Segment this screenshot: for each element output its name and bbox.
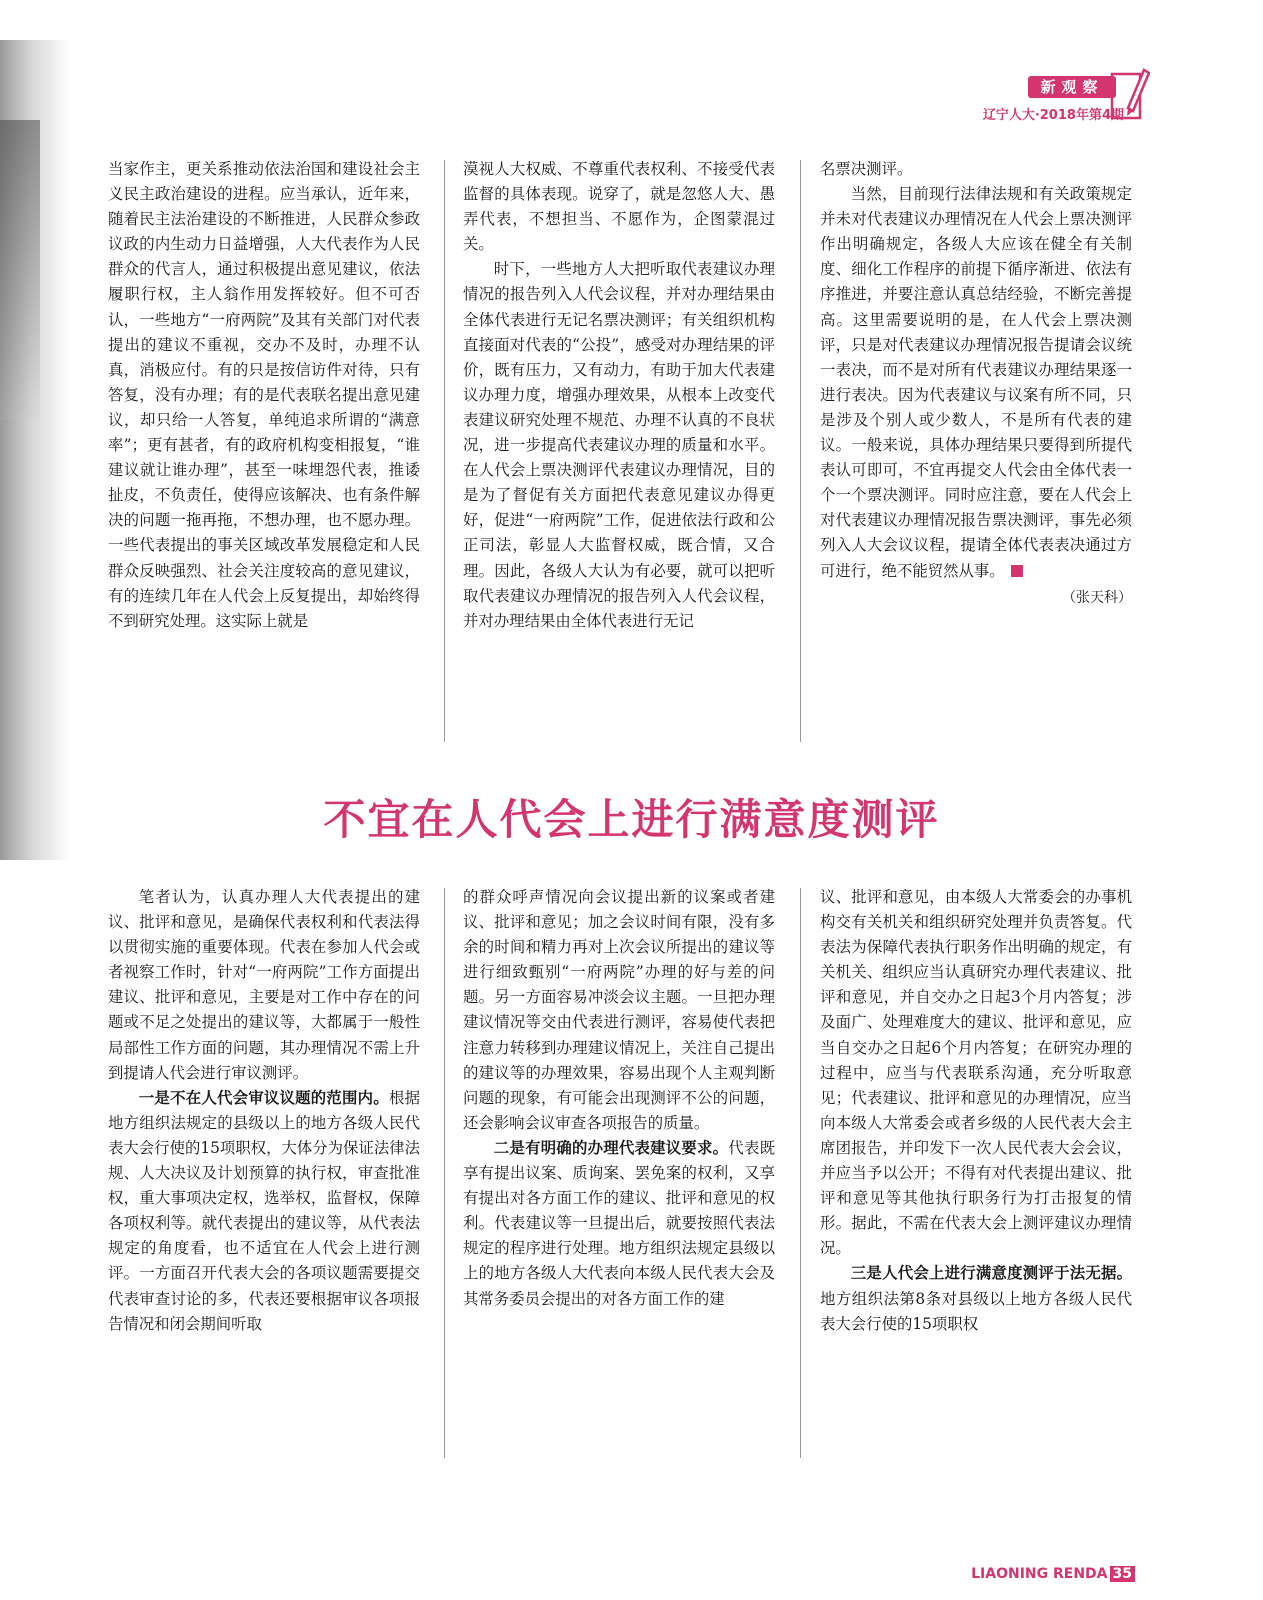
article-title: 不宜在人代会上进行满意度测评	[323, 795, 940, 844]
end-mark	[1011, 565, 1023, 577]
paragraph: 的群众呼声情况向会议提出新的议案或者建议、批评和意见；加之会议时间有限，没有多余的时间和精力再对上次会议所提出的建议等进行细致甄别“一府两院”办理的好与差的问题。另一方面容易冲淡会议主题。一旦把办理建议情况等交由代表进行测评，容易使代表把注意力转移到办理建议情况上，关注自己提出的建议等的办理效果，容易出现个人主观判断问题的现象，有可能会出现测评不公的问题，还会影响会议审查各项报告的质量。	[463, 888, 775, 1132]
section-tag: 新观察	[1028, 76, 1116, 98]
paragraph	[820, 182, 1132, 584]
author-byline: （张天科）	[1062, 589, 1132, 606]
edge-photo-shadow	[0, 120, 40, 420]
issue-line: 辽宁人大·2018年第4期	[982, 108, 1124, 123]
paragraph	[108, 1086, 420, 1337]
top-column-1	[108, 157, 420, 634]
paragraph-text: 代表既享有提出议案、质询案、罢免案的权利，又享有提出对各方面工作的建议、批评和意见的权利。代表建议等一旦提出后，就要按照代表法规定的程序进行处理。地方组织法规定县级以上的地方各级人大代表向本级人民代表大会及其常务委员会提出的对各方面工作的建	[463, 1138, 775, 1308]
paragraph: 笔者认为，认真办理人大代表提出的建议、批评和意见，是确保代表权利和代表法得以贯彻实施的重要体现。代表在参加人代会或者视察工作时，针对“一府两院”工作方面提出建议、批评和意见，主要是对工作中存在的问题或不足之处提出的建议等，大都属于一般性局部性工作方面的问题，其办理情况不需上升到提请人代会进行审议测评。	[108, 888, 420, 1082]
point-heading: 二是有明确的办理代表建议要求。	[493, 1138, 729, 1157]
point-heading: 三是人代会上进行满意度测评于法无据。	[850, 1264, 1132, 1283]
paragraph: 议、批评和意见，由本级人大常委会的办事机构交有关机关和组织研究处理并负责答复。代表法为保障代表执行职务作出明确的规定，有关机关、组织应当认真研究办理代表建议、批评和意见，并自交办之日起3个月内答复；涉及面广、处理难度大的建议、批评和意见，应当自交办之日起6个月内答复；在研究办理的过程中，应当与代表联系沟通，充分听取意见；代表建议、批评和意见的办理情况，应当向本级人大常委会或者乡级的人民代表大会主席团报告，并印发下一次人民代表大会会议，并应当予以公开；不得有对代表提出建议、批评和意见等其他执行职务行为打击报复的情形。据此，不需在代表大会上测评建议办理情况。	[820, 888, 1132, 1258]
paragraph-text: 当然，目前现行法律法规和有关政策规定并未对代表建议办理情况在人代会上票决测评作出明确规定，各级人大应该在健全有关制度、细化工作程序的前提下循序渐进、依法有序推进，并要注意认真总结经验，不断完善提高。这里需要说明的是，在人代会上票决测评，只是对代表建议办理情况报告提请会议统一表决，而不是对所有代表建议办理结果逐一进行表决。因为代表建议与议案有所不同，只是涉及个别人或少数人，不是所有代表的建议。一般来说，具体办理结果只要得到所提代表认可即可，不宜再提交人代会由全体代表一个一个票决测评。同时应注意，要在人代会上对代表建议办理情况报告票决测评，事先必须列入人大会议议程，提请全体代表表决通过方可进行，绝不能贸然从事。	[820, 185, 1132, 580]
paragraph: 时下，一些地方人大把听取代表建议办理情况的报告列入人代会议程，并对办理结果由全体代表进行无记名票决测评；有关组织机构直接面对代表的“公投”，感受对办理结果的评价，既有压力，又有动力，有助于加大代表建议办理力度，增强办理效果，从根本上改变代表建议研究处理不规范、办理不认真的不良状况，进一步提高代表建议办理的质量和水平。在人代会上票决测评代表建议办理情况，目的是为了督促有关方面把代表意见建议办得更好，促进“一府两院”工作，促进依法行政和公正司法，彰显人大监督权威，既合情，又合理。因此，各级人大认为有必要，就可以把听取代表建议办理情况的报告列入人代会议程，并对办理结果由全体代表进行无记	[463, 260, 775, 630]
paragraph-text: 地方组织法第8条对县级以上地方各级人民代表大会行使的15项职权	[820, 1289, 1132, 1333]
paragraph-text: 根据地方组织法规定的县级以上的地方各级人民代表大会行使的15项职权，大体分为保证法律法规、人大决议及计划预算的执行权，审查批准权，重大事项决定权，选举权，监督权，保障各项权利等。就代表提出的建议等，从代表法规定的角度看，也不适宜在人代会上进行测评。一方面召开代表大会的各项议题需要提交代表审查讨论的多，代表还要根据审议各项报告情况和闭会期间听取	[108, 1088, 421, 1333]
paragraph	[463, 1136, 775, 1312]
top-column-2	[463, 157, 775, 634]
column-divider	[444, 888, 445, 1458]
magazine-name: LIAONING RENDA	[971, 1566, 1108, 1582]
column-divider	[800, 888, 801, 1458]
paragraph: 名票决测评。	[820, 160, 913, 178]
paragraph	[820, 1261, 1132, 1336]
paragraph: 当家作主，更关系推动依法治国和建设社会主义民主政治建设的进程。应当承认，近年来，随着民主法治建设的不断推进，人民群众参政议政的内生动力日益增强，人大代表作为人民群众的代言人，通过积极提出意见建议，依法履职行权，主人翁作用发挥较好。但不可否认，一些地方“一府两院”及其有关部门对代表提出的建议不重视，交办不及时，办理不认真，消极应付。有的只是按信访件对待，只有答复，没有办理；有的是代表联名提出意见建议，却只给一人答复，单纯追求所谓的“满意率”；更有甚者，有的政府机构变相报复，“谁建议就让谁办理”，甚至一味埋怨代表，推诿扯皮，不负责任，使得应该解决、也有条件解决的问题一拖再拖，不想办理，也不愿办理。一些代表提出的事关区域改革发展稳定和人民群众反映强烈、社会关注度较高的意见建议，有的连续几年在人代会上反复提出，却始终得不到研究处理。这实际上就是	[108, 160, 420, 630]
column-divider	[444, 160, 445, 742]
bottom-column-2	[463, 885, 775, 1312]
page-number: 35	[1110, 1566, 1135, 1582]
column-divider	[800, 160, 801, 742]
paragraph: 漠视人大权威、不尊重代表权利、不接受代表监督的具体表现。说穿了，就是忽悠人大、愚弄代表，不想担当、不愿作为，企图蒙混过关。	[463, 160, 775, 254]
point-heading: 一是不在人代会审议议题的范围内。	[138, 1088, 389, 1107]
top-column-3	[820, 157, 1132, 611]
bottom-column-1	[108, 885, 420, 1337]
page-footer	[930, 1566, 1135, 1582]
bottom-column-3	[820, 885, 1132, 1337]
